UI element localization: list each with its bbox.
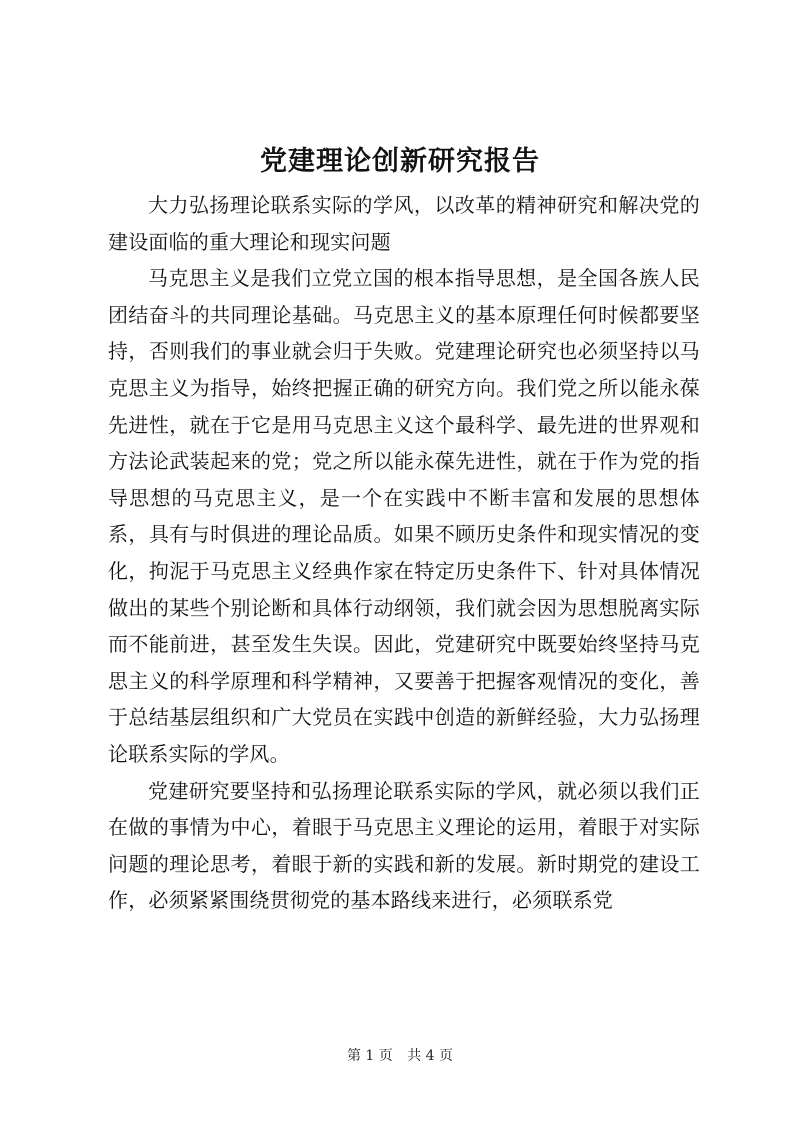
paragraph-1: 马克思主义是我们立党立国的根本指导思想，是全国各族人民团结奋斗的共同理论基础。马克思主义的基本原理任何时候都要坚持，否则我们的事业就会归于失败。党建理论研究也必须坚持以马克思主义为指导，始终把握正确的研究方向。我们党之所以能永葆先进性，就在于它是用马克思主义这个最科学、最先进的世界观和方法论武装起来的党；党之所以能永葆先进性，就在于作为党的指导思想的马克思主义，是一个在实践中不断丰富和发展的思想体系，具有与时俱进的理论品质。如果不顾历史条件和现实情况的变化，拘泥于马克思主义经典作家在特定历史条件下、针对具体情况做出的某些个别论断和具体行动纲领，我们就会因为思想脱离实际而不能前进，甚至发生失误。因此，党建研究中既要始终坚持马克思主义的科学原理和科学精神，又要善于把握客观情况的变化，善于总结基层组织和广大党员在实践中创造的新鲜经验，大力弘扬理论联系实际的学风。	[108, 266, 700, 766]
page-number: 第 1 页	[346, 1048, 393, 1064]
total-pages: 共 4 页	[407, 1048, 454, 1064]
document-body	[108, 187, 700, 919]
document-title: 党建理论创新研究报告	[260, 146, 540, 177]
paragraph-subtitle: 大力弘扬理论联系实际的学风，以改革的精神研究和解决党的建设面临的重大理论和现实问题	[108, 193, 700, 254]
paragraph-2: 党建研究要坚持和弘扬理论联系实际的学风，就必须以我们正在做的事情为中心，着眼于马克思主义理论的运用，着眼于对实际问题的理论思考，着眼于新的实践和新的发展。新时期党的建设工作，必须紧紧围绕贯彻党的基本路线来进行，必须联系党	[108, 778, 700, 913]
page-footer	[0, 1046, 800, 1066]
